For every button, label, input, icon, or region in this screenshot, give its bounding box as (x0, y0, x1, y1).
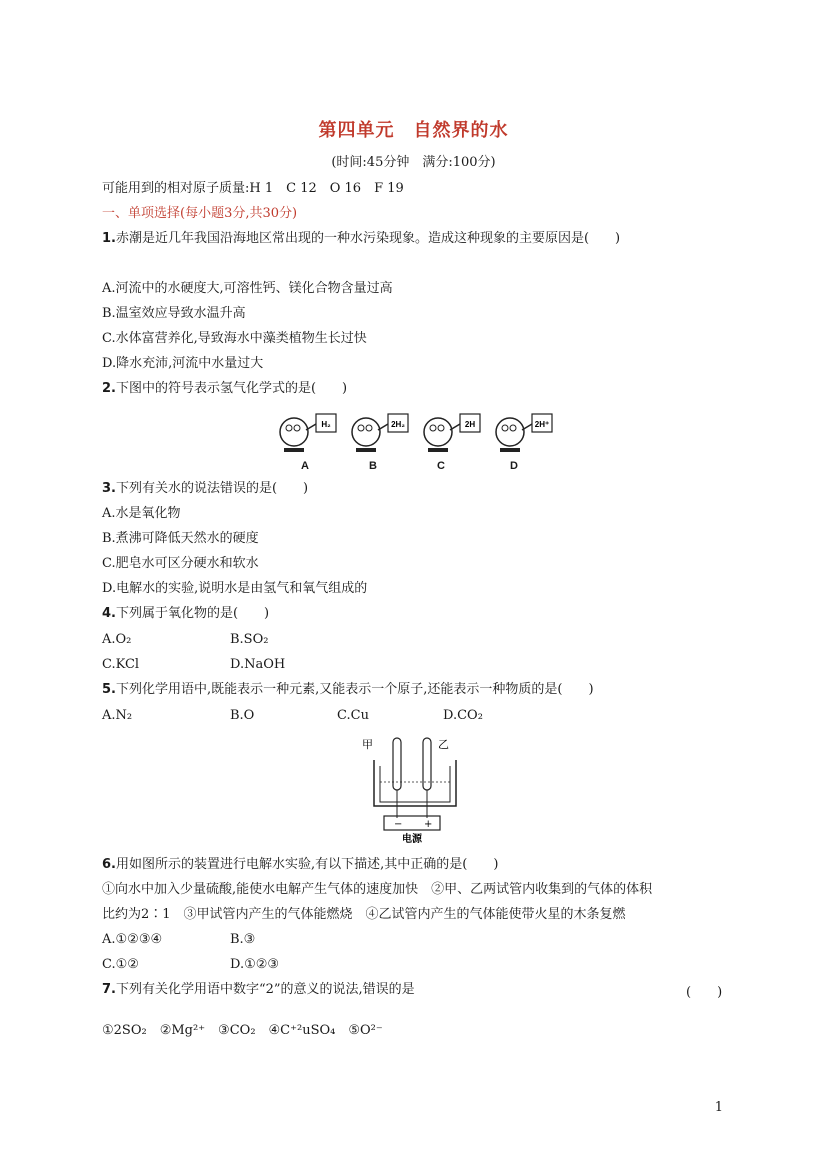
atomic-mass-line: 可能用到的相对原子质量:H 1 C 12 O 16 F 19 (102, 181, 404, 196)
figure-label-a: A (301, 460, 309, 472)
option-c: C.水体富营养化,导致海水中藻类植物生长过快 (102, 331, 367, 346)
tube-label-jia: 甲 (362, 738, 373, 751)
option-c: C.肥皂水可区分硬水和软水 (102, 556, 259, 571)
option-b: B.SO₂ (230, 632, 269, 647)
option-b: B.温室效应导致水温升高 (102, 306, 246, 321)
question-number: 2. (102, 381, 116, 396)
option-c: C.KCl (102, 657, 140, 672)
time-info: (时间:45分钟 满分:100分) (331, 155, 496, 170)
figure-label-b: B (369, 460, 377, 472)
tube-label-yi: 乙 (438, 738, 449, 751)
electrolysis-apparatus-figure (360, 732, 470, 844)
figure-b (352, 414, 408, 450)
symbol-box-text: 2H⁺ (534, 420, 550, 429)
question-stem: 下列有关水的说法错误的是( ) (115, 481, 309, 496)
figure-c (424, 414, 480, 450)
question-stem: 下列有关化学用语中数字“2”的意义的说法,错误的是 (115, 982, 415, 997)
question-stem: 赤潮是近几年我国沿海地区常出现的一种水污染现象。造成这种现象的主要原因是( ) (115, 231, 621, 246)
figure-d (496, 414, 552, 450)
question-4 (102, 605, 269, 623)
question-number: 3. (102, 481, 116, 496)
question-7 (102, 981, 415, 999)
page-title: 第四单元 自然界的水 (318, 120, 509, 141)
question-5 (102, 681, 594, 699)
question-stem: 下图中的符号表示氢气化学式的是( ) (115, 381, 348, 396)
symbol-box-text: H₂ (321, 420, 331, 429)
question-stem: 下列属于氧化物的是( ) (115, 606, 270, 621)
figure-label-d: D (510, 460, 518, 472)
question-7-items: ①2SO₂ ②Mg²⁺ ③CO₂ ④C⁺²uSO₄ ⑤O²⁻ (102, 1023, 383, 1038)
option-a: A.①②③④ (102, 932, 163, 947)
question-3 (102, 480, 308, 498)
question-1 (102, 230, 620, 248)
question-number: 1. (102, 231, 116, 246)
option-d: D.①②③ (230, 957, 280, 972)
page-number: 1 (714, 1100, 723, 1115)
option-d: D.电解水的实验,说明水是由氢气和氧气组成的 (102, 581, 368, 596)
option-a: A.O₂ (102, 632, 132, 647)
plus-terminal: + (424, 819, 433, 830)
option-c: C.Cu (337, 708, 369, 723)
option-b: B.煮沸可降低天然水的硬度 (102, 531, 259, 546)
symbol-box-text: 2H (464, 420, 476, 429)
option-c: C.①② (102, 957, 139, 972)
figure-a (280, 414, 336, 450)
question-2 (102, 380, 347, 398)
question-stem: 下列化学用语中,既能表示一种元素,又能表示一个原子,还能表示一种物质的是( ) (115, 682, 594, 697)
question-number: 7. (102, 982, 116, 997)
option-a: A.河流中的水硬度大,可溶性钙、镁化合物含量过高 (102, 281, 393, 296)
question-number: 4. (102, 606, 116, 621)
option-d: D.CO₂ (443, 708, 483, 723)
option-b: B.③ (230, 932, 256, 947)
question-stem: 用如图所示的装置进行电解水实验,有以下描述,其中正确的是( ) (115, 857, 499, 872)
option-a: A.水是氧化物 (102, 506, 181, 521)
minus-terminal: − (394, 819, 403, 830)
question-6 (102, 856, 498, 874)
answer-paren: ( ) (686, 985, 723, 1000)
description-line-1: ①向水中加入少量硫酸,能使水电解产生气体的速度加快 ②甲、乙两试管内收集到的气体的体积 (102, 882, 653, 897)
description-line-2: 比约为2∶1 ③甲试管内产生的气体能燃烧 ④乙试管内产生的气体能使带火星的木条复燃 (102, 907, 626, 922)
section-heading: 一、单项选择(每小题3分,共30分) (102, 206, 298, 221)
option-b: B.O (230, 708, 255, 723)
question-number: 6. (102, 857, 116, 872)
power-label: 电源 (402, 834, 422, 844)
figure-label-c: C (437, 460, 445, 472)
symbol-box-text: 2H₂ (391, 420, 405, 429)
option-d: D.NaOH (230, 657, 286, 672)
option-d: D.降水充沛,河流中水量过大 (102, 356, 264, 371)
option-a: A.N₂ (102, 708, 133, 723)
question-number: 5. (102, 682, 116, 697)
